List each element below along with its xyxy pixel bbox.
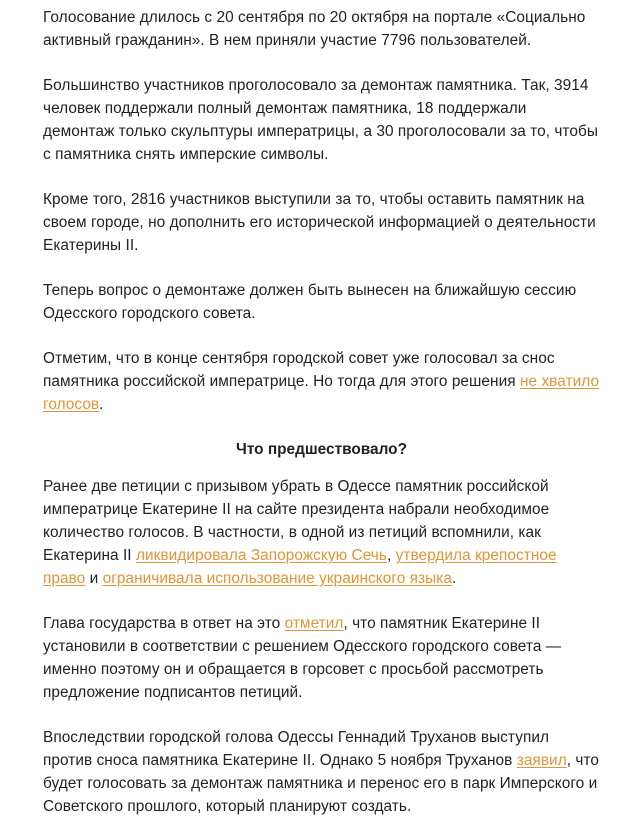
link-stated[interactable]: заявил <box>516 752 567 769</box>
paragraph-keep-monument: Кроме того, 2816 участников выступили за то, чтобы оставить памятник на своем городе, но дополнить его исторической информацией о деятельности Екатерины II. <box>43 191 596 254</box>
link-ukrainian-language[interactable]: ограничивала использование украинского языка <box>102 570 452 587</box>
paragraph-text: Глава государства в ответ на это <box>43 615 285 632</box>
link-noted[interactable]: отметил <box>284 615 344 632</box>
paragraph-voting-period: Голосование длилось с 20 сентября по 20 октября на портале «Социально активный гражданин». В нем приняли участие 7796 пользователей. <box>43 9 586 49</box>
paragraph-text-end: . <box>451 570 457 587</box>
paragraph-text-end: . <box>99 396 104 413</box>
link-serfdom[interactable]: утвердила крепостное право <box>43 547 557 587</box>
paragraph-next-session: Теперь вопрос о демонтаже должен быть вынесен на ближайшую сессию Одесского городского совета. <box>43 282 577 322</box>
paragraph-text-end: , что будет голосовать за демонтаж памятника и перенос его в парк Имперского и Советского прошлого, который планируют создать. <box>43 752 599 815</box>
link-zaporozhian-sich[interactable]: ликвидировала Запорожскую Сечь <box>135 547 387 564</box>
section-heading: Что предшествовало? <box>236 441 407 458</box>
separator-text: и <box>85 570 103 587</box>
paragraph-petitions <box>43 475 600 590</box>
link-not-enough-votes[interactable]: не хватило голосов <box>43 373 600 413</box>
separator-text: , <box>386 547 396 564</box>
paragraph-text-end: , что памятник Екатерине II установили в соответствии с решением Одесского городского совета — именно поэтому он и обращается в горсовет с просьбой рассмотреть предложение подписантов петиций. <box>43 615 562 701</box>
paragraph-voting-results: Большинство участников проголосовало за демонтаж памятника. Так, 3914 человек поддержали полный демонтаж памятника, 18 поддержали демонтаж только скульптуры императрицы, а 30 проголосовали за то, чтобы с памятника снять имперские символы. <box>43 77 598 163</box>
paragraph-text: Впоследствии городской голова Одессы Геннадий Труханов выступил против сноса памятника Екатерине II. Однако 5 ноября Труханов <box>43 729 550 769</box>
paragraph-september-vote <box>43 347 600 416</box>
paragraph-text: Ранее две петиции с призывом убрать в Одессе памятник российской императрице Екатерине II на сайте президента набрали необходимое количество голосов. В частности, в одной из петиций вспомнили, как Екатерина II <box>43 478 550 564</box>
paragraph-president-response <box>43 612 600 704</box>
paragraph-trukhanov <box>43 726 600 818</box>
paragraph-text: Отметим, что в конце сентября городской совет уже голосовал за снос памятника российской императрице. Но тогда для этого решения <box>43 350 555 390</box>
